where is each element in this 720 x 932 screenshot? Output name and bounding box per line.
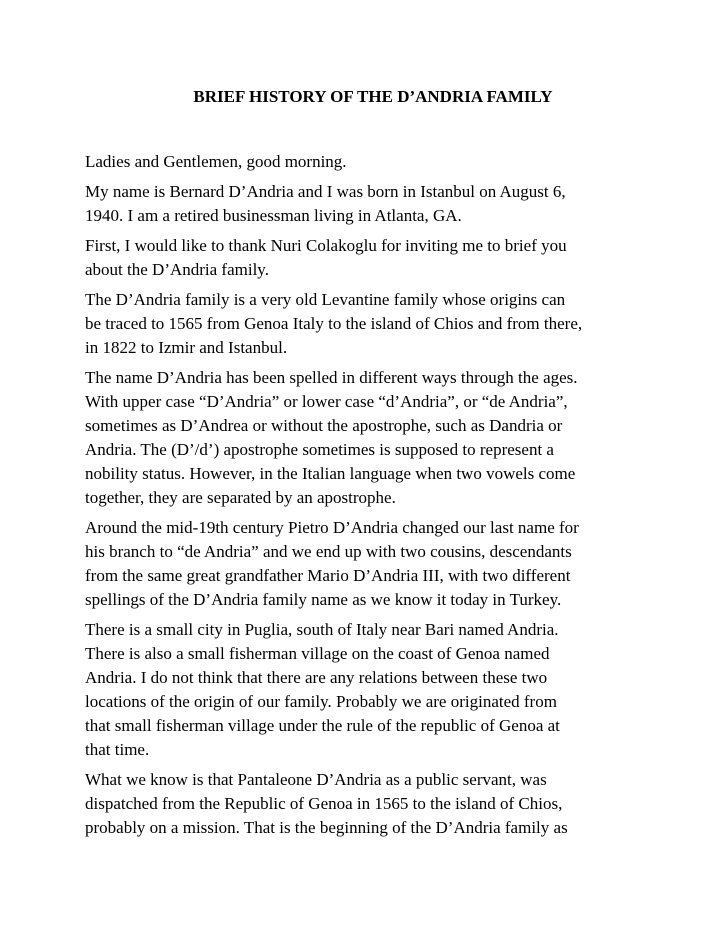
text-line: dispatched from the Republic of Genoa in 1565 to the island of Chios,: [85, 794, 563, 813]
text-line: 1940. I am a retired businessman living in Atlanta, GA.: [85, 206, 462, 225]
text-line: The D’Andria family is a very old Levantine family whose origins can: [85, 290, 566, 309]
text-line: from the same great grandfather Mario D’Andria III, with two different: [85, 566, 571, 585]
text-line: What we know is that Pantaleone D’Andria as a public servant, was: [85, 770, 547, 789]
paragraph: [85, 768, 645, 840]
text-line: be traced to 1565 from Genoa Italy to the island of Chios and from there,: [85, 314, 583, 333]
document-body: [85, 150, 645, 846]
text-line: about the D’Andria family.: [85, 260, 269, 279]
text-line: There is also a small fisherman village on the coast of Genoa named: [85, 644, 550, 663]
text-line: Andria. I do not think that there are any relations between these two: [85, 668, 548, 687]
text-line: Around the mid-19th century Pietro D’Andria changed our last name for: [85, 518, 579, 537]
text-line: probably on a mission. That is the beginning of the D’Andria family as: [85, 818, 568, 837]
text-line: that small fisherman village under the rule of the republic of Genoa at: [85, 716, 560, 735]
text-line: that time.: [85, 740, 150, 759]
text-line: My name is Bernard D’Andria and I was born in Istanbul on August 6,: [85, 182, 566, 201]
text-line: Andria. The (D’/d’) apostrophe sometimes is supposed to represent a: [85, 440, 554, 459]
text-line: locations of the origin of our family. Probably we are originated from: [85, 692, 557, 711]
paragraph: [85, 150, 645, 174]
document-title: BRIEF HISTORY OF THE D’ANDRIA FAMILY: [193, 87, 553, 106]
paragraph: [85, 234, 645, 282]
text-line: With upper case “D’Andria” or lower case “d’Andria”, or “de Andria”,: [85, 392, 568, 411]
paragraph: [85, 618, 645, 762]
text-line: sometimes as D’Andrea or without the apostrophe, such as Dandria or: [85, 416, 563, 435]
text-line: nobility status. However, in the Italian language when two vowels come: [85, 464, 576, 483]
text-line: First, I would like to thank Nuri Colakoglu for inviting me to brief you: [85, 236, 567, 255]
paragraph: [85, 180, 645, 228]
text-line: There is a small city in Puglia, south of Italy near Bari named Andria.: [85, 620, 559, 639]
text-line: spellings of the D’Andria family name as we know it today in Turkey.: [85, 590, 562, 609]
text-line: Ladies and Gentlemen, good morning.: [85, 152, 347, 171]
text-line: in 1822 to Izmir and Istanbul.: [85, 338, 288, 357]
text-line: together, they are separated by an apostrophe.: [85, 488, 396, 507]
text-line: The name D’Andria has been spelled in different ways through the ages.: [85, 368, 578, 387]
paragraph: [85, 516, 645, 612]
text-line: his branch to “de Andria” and we end up with two cousins, descendants: [85, 542, 572, 561]
paragraph: [85, 366, 645, 510]
paragraph: [85, 288, 645, 360]
